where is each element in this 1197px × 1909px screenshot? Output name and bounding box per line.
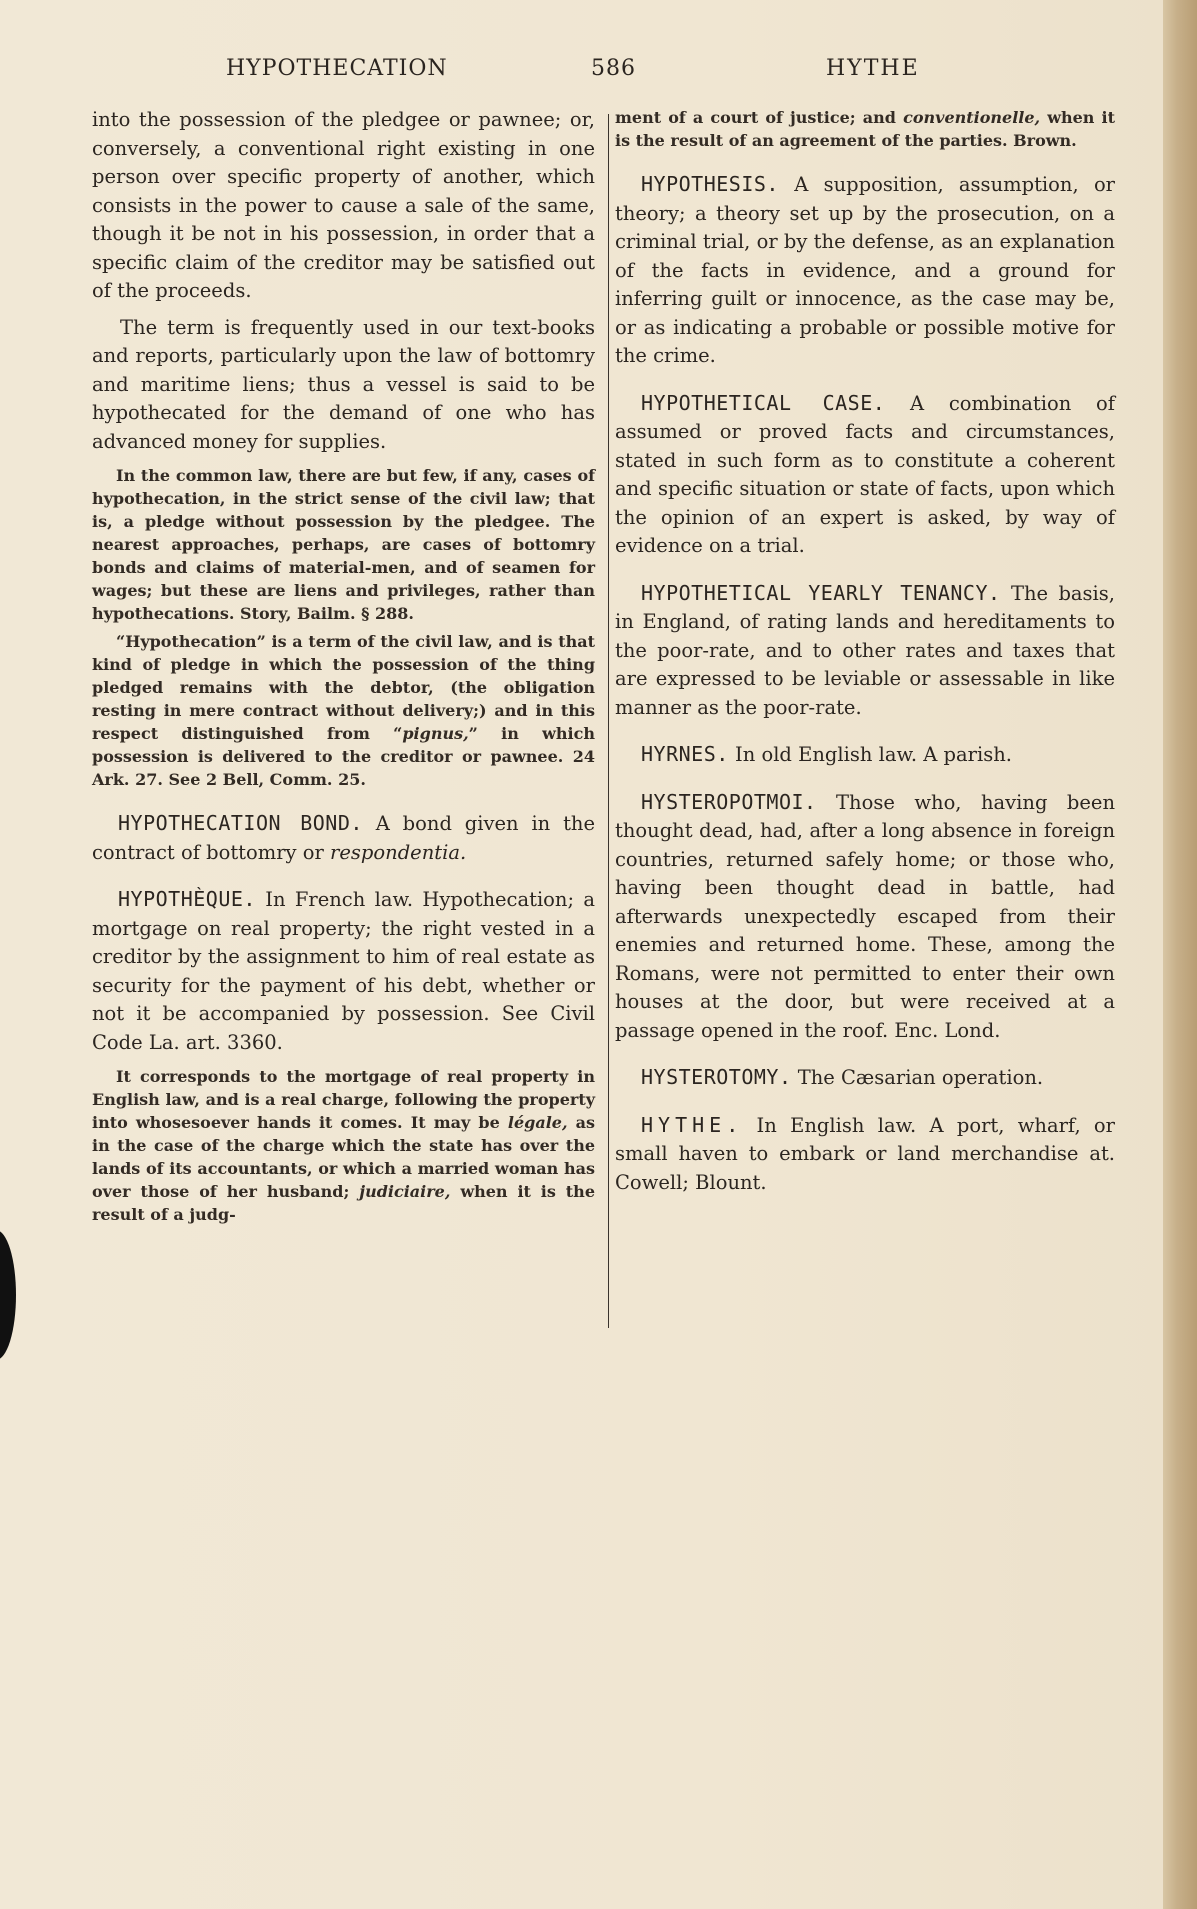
entry-term: HYRNES. [641, 742, 729, 766]
entry-definition: The basis, in England, of rating lands and hereditaments to the poor-rate, and to other rates and taxes that are expressed to be leviable or assessable in like manner as the poor-rate. [615, 581, 1115, 719]
body-paragraph: The term is frequently used in our text-books and reports, particularly upon the law of bottomry and maritime liens; thus a vessel is said to be hypothecated for the demand of one who has advanced money for supplies. [92, 315, 595, 453]
entry-definition: The Cæsarian operation. [791, 1066, 1044, 1089]
ink-blot [0, 1230, 16, 1360]
page-number: 586 [591, 56, 636, 81]
entry-definition: A supposition, assumption, or theory; a theory set up by the prosecution, on a criminal trial, or by the defense, as an explanation of the facts in evidence, and a ground for inferring guilt or innocence, as the case may be, or as indicating a probable or possible motive for the crime. [615, 173, 1115, 367]
entry-term: HYPOTHÈQUE. [118, 887, 256, 911]
entry-hypothecation-bond [92, 809, 595, 867]
text-run: ment of a court of justice; and [615, 108, 904, 127]
text-run: as in the case of the charge which the state has over the lands of its accountants, or which a married woman has over those of her husband; [92, 1113, 595, 1201]
entry-definition: In French law. Hypothecation; a mortgage on real property; the right vested in a creditor by the assignment to him of real estate as security for the payment of his debt, whether or not it be accompanied by possession. See Civil Code La. art. 3360. [92, 888, 595, 1054]
entry-hysteropotmoi [615, 788, 1115, 1046]
entry-hythe [615, 1111, 1115, 1198]
entry-term: HYPOTHECATION BOND. [118, 811, 363, 835]
italic-term: pignus, [402, 724, 469, 743]
column-divider [608, 114, 609, 1328]
page-edge [1163, 0, 1197, 1909]
entry-term: HYSTEROPOTMOI. [641, 789, 817, 814]
italic-term: conventionelle, [903, 108, 1041, 127]
text-run: It corresponds to the mortgage of real property in English law, and is a real charge, following the property into whosesoever hands it comes. It may be [92, 1067, 595, 1132]
text-run: “Hypothecation” is a term of the civil law, and is that kind of pledge in which the possession of the thing pledged remains with the debtor, (the obligation resting in mere contract without delivery;) and in this respect distinguished from “ [92, 632, 595, 743]
small-print-paragraph [92, 630, 595, 791]
small-print-continuation [615, 106, 1115, 152]
entry-definition: A combination of assumed or proved facts and circumstances, stated in such form as to constitute a coherent and specific situation or state of facts, upon which the opinion of an expert is asked, by way of evidence on a trial. [615, 391, 1115, 557]
left-column [92, 106, 595, 1231]
text-run: when it is the result of a judg- [92, 1182, 595, 1224]
italic-term: légale, [507, 1113, 568, 1132]
right-column [615, 106, 1115, 1205]
entry-hypothetical-case [615, 389, 1115, 561]
entry-definition: In old English law. A parish. [728, 743, 1012, 766]
entry-hysterotomy [615, 1063, 1115, 1093]
entry-hypotheque [92, 885, 595, 1057]
small-print-paragraph [92, 1065, 595, 1226]
entry-definition: Those who, having been thought dead, had, after a long absence in foreign countries, returned safely home; or those who, having been thought dead in battle, had afterwards unexpectedly escaped from their enemies and returned home. These, among the Romans, were not permitted to enter their own houses at the door, but were received at a passage opened in the roof. Enc. Lond. [615, 790, 1115, 1042]
italic-term: respondentia. [330, 840, 467, 864]
entry-term: HYSTEROTOMY. [641, 1065, 792, 1089]
entry-term: HYPOTHETICAL YEARLY TENANCY. [641, 580, 1001, 605]
text-run: when it is the result of an agreement of the parties. Brown. [615, 108, 1115, 150]
entry-term: HYPOTHESIS. [641, 172, 779, 196]
entry-hypothetical-yearly-tenancy [615, 579, 1115, 723]
entry-hypothesis [615, 170, 1115, 371]
italic-term: judiciaire, [359, 1182, 451, 1201]
entry-definition: A bond given in the contract of bottomry or [92, 812, 596, 864]
running-head-left: HYPOTHECATION [226, 56, 448, 81]
entry-hyrnes [615, 740, 1115, 770]
entry-definition: In English law. A port, wharf, or small haven to embark or land merchandise at. Cowell; Blount. [615, 1113, 1115, 1194]
small-print-paragraph: In the common law, there are but few, if any, cases of hypothecation, in the strict sense of the civil law; that is, a pledge without possession by the pledgee. The nearest approaches, perhaps, are cases of bottomry bonds and claims of material-men, and of seamen for wages; but these are liens and privileges, rather than hypothecations. Story, Bailm. § 288. [92, 466, 595, 623]
entry-term: HYPOTHETICAL CASE. [641, 390, 886, 415]
continuation-paragraph: into the possession of the pledgee or pawnee; or, conversely, a conventional right existing in one person over specific property of another, which consists in the power to cause a sale of the same, though it be not in his possession, in order that a specific claim of the creditor may be satisfied out of the proceeds. [92, 108, 595, 302]
text-run: ” in which possession is delivered to the creditor or pawnee. 24 Ark. 27. See 2 Bell, Comm. 25. [92, 724, 595, 789]
entry-term: HYTHE. [641, 1112, 744, 1137]
running-head-right: HYTHE [826, 56, 920, 81]
